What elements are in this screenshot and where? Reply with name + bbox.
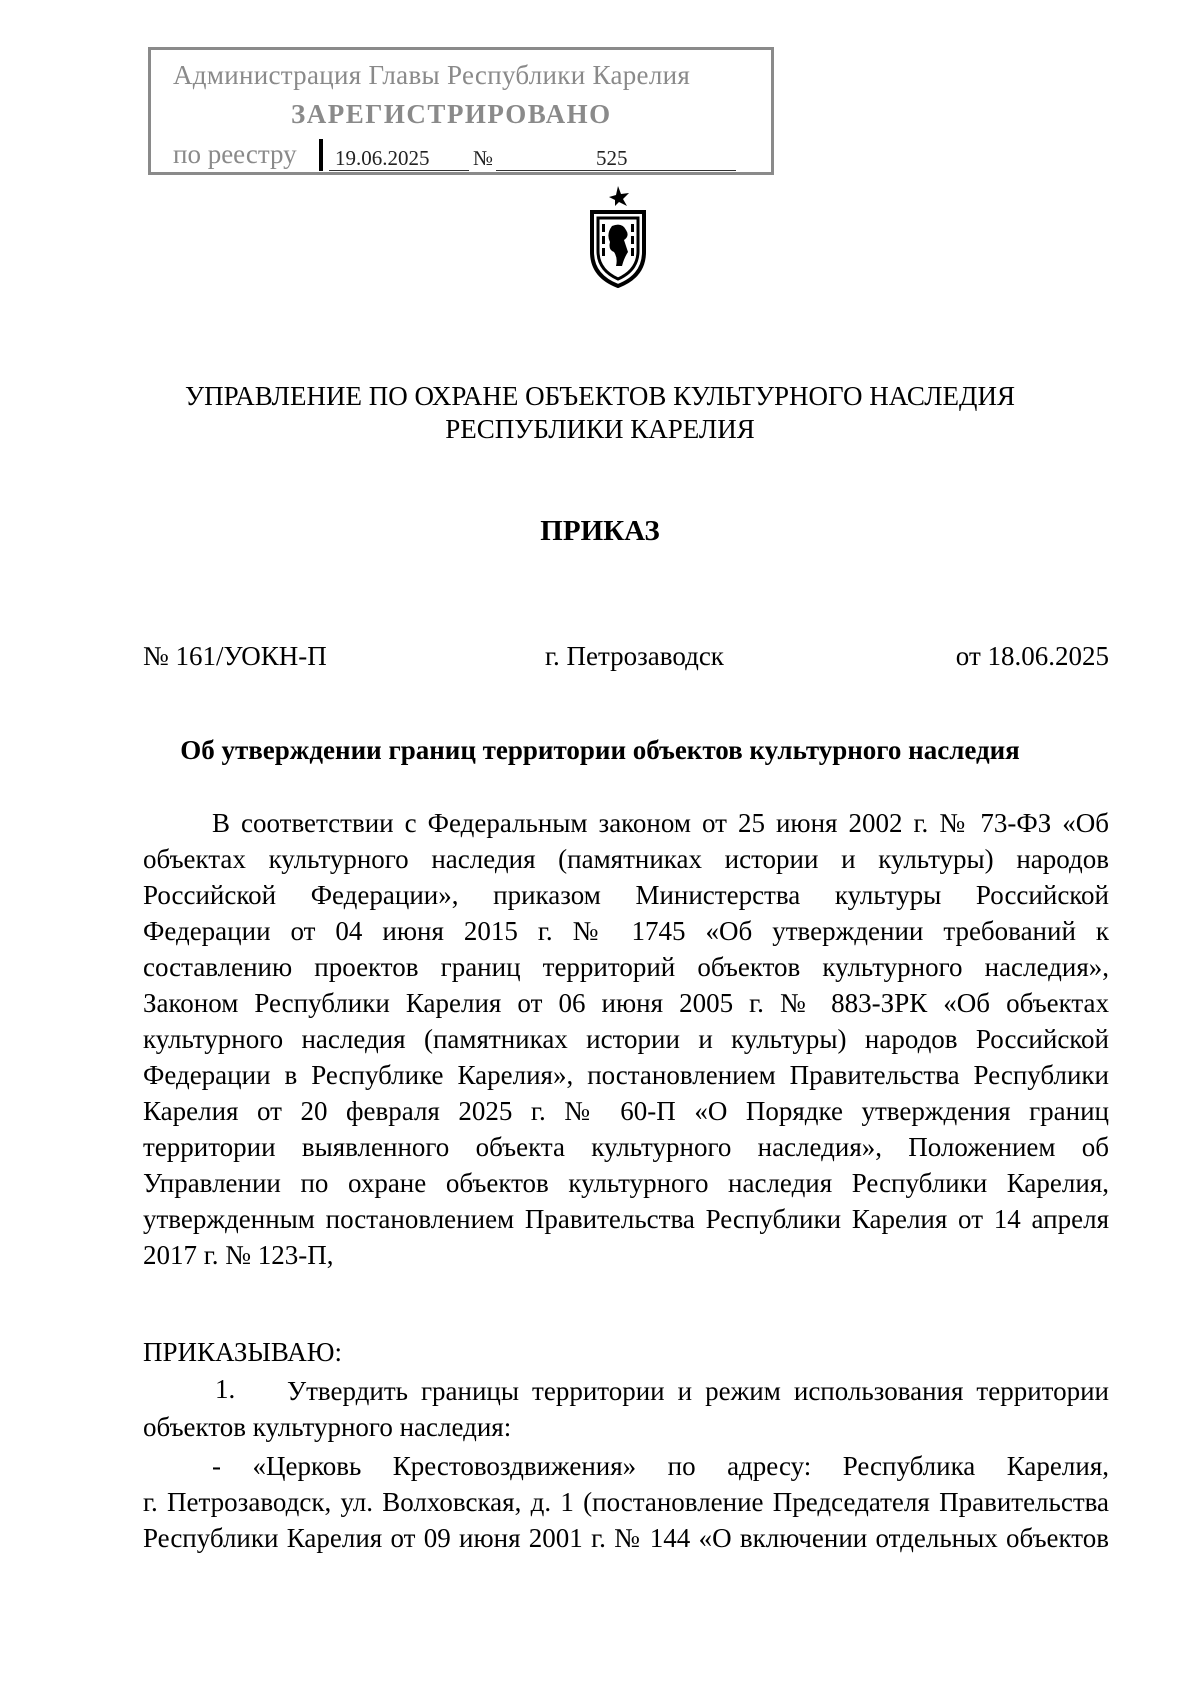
item-number: 1. [215,1374,236,1404]
preamble-line: Федерации в Республике Карелия», постановлением Правительства Республики [143,1060,1109,1090]
organization-heading [0,380,1200,446]
order-subject: Об утверждении границ территории объектов культурного наследия [180,735,1020,765]
order-number: № 161/УОКН-П [143,641,327,671]
preamble-line: Карелия от 20 февраля 2025 г. № 60-П «О Порядке утверждения границ [143,1096,1109,1126]
coat-of-arms-icon [582,184,654,288]
preamble-line: В соответствии с Федеральным законом от 25 июня 2002 г. № 73-ФЗ «Об [212,808,1109,838]
stamp-divider [319,139,323,171]
preamble-line: объектах культурного наследия (памятниках истории и культуры) народов [143,844,1109,874]
stamp-date: 19.06.2025 [335,146,430,170]
organization-line-1: УПРАВЛЕНИЕ ПО ОХРАНЕ ОБЪЕКТОВ КУЛЬТУРНОГО НАСЛЕДИЯ [185,381,1015,411]
stamp-registry-label: по реестру [173,139,297,169]
object-line: - «Церковь Крестовоздвижения» по адресу: Республика Карелия, [212,1451,1109,1481]
item-1-line: объектов культурного наследия: [143,1412,512,1442]
registration-stamp [148,47,774,175]
item-1-paragraph [143,1373,1109,1445]
stamp-date-underline [329,170,469,171]
item-1-line: Утвердить границы территории и режим использования территории [287,1376,1109,1406]
preamble-line: 2017 г. № 123-П, [143,1240,334,1270]
organization-line-2: РЕСПУБЛИКИ КАРЕЛИЯ [445,414,755,444]
preamble-line: утвержденным постановлением Правительства Республики Карелия от 14 апреля [143,1204,1109,1234]
document-type: ПРИКАЗ [540,515,660,547]
stamp-number-sign: № [473,146,494,170]
preamble-line: Российской Федерации», приказом Министерства культуры Российской [143,880,1109,910]
stamp-registered: ЗАРЕГИСТРИРОВАНО [291,99,612,129]
stamp-authority: Администрация Главы Республики Карелия [173,60,691,90]
preamble-line: Федерации от 04 июня 2015 г. № 1745 «Об утверждении требований к [143,916,1109,946]
order-date: от 18.06.2025 [955,641,1109,671]
object-line: г. Петрозаводск, ул. Волховская, д. 1 (постановление Председателя Правительства [143,1487,1109,1517]
preamble-line: составлению проектов границ территорий объектов культурного наследия», [143,952,1109,982]
item-1-object-paragraph [143,1448,1109,1556]
stamp-number: 525 [596,146,628,170]
order-city: г. Петрозаводск [545,641,724,671]
decree-word: ПРИКАЗЫВАЮ: [143,1337,342,1367]
preamble-line: культурного наследия (памятниках истории и культуры) народов Российской [143,1024,1109,1054]
preamble-line: территории выявленного объекта культурного наследия», Положением об [143,1132,1109,1162]
preamble-line: Законом Республики Карелия от 06 июня 2005 г. № 883-ЗРК «Об объектах [143,988,1109,1018]
object-line: Республики Карелия от 09 июня 2001 г. № 144 «О включении отдельных объектов [143,1523,1109,1553]
preamble-line: Управлении по охране объектов культурного наследия Республики Карелия, [143,1168,1109,1198]
preamble-paragraph [143,805,1109,1273]
